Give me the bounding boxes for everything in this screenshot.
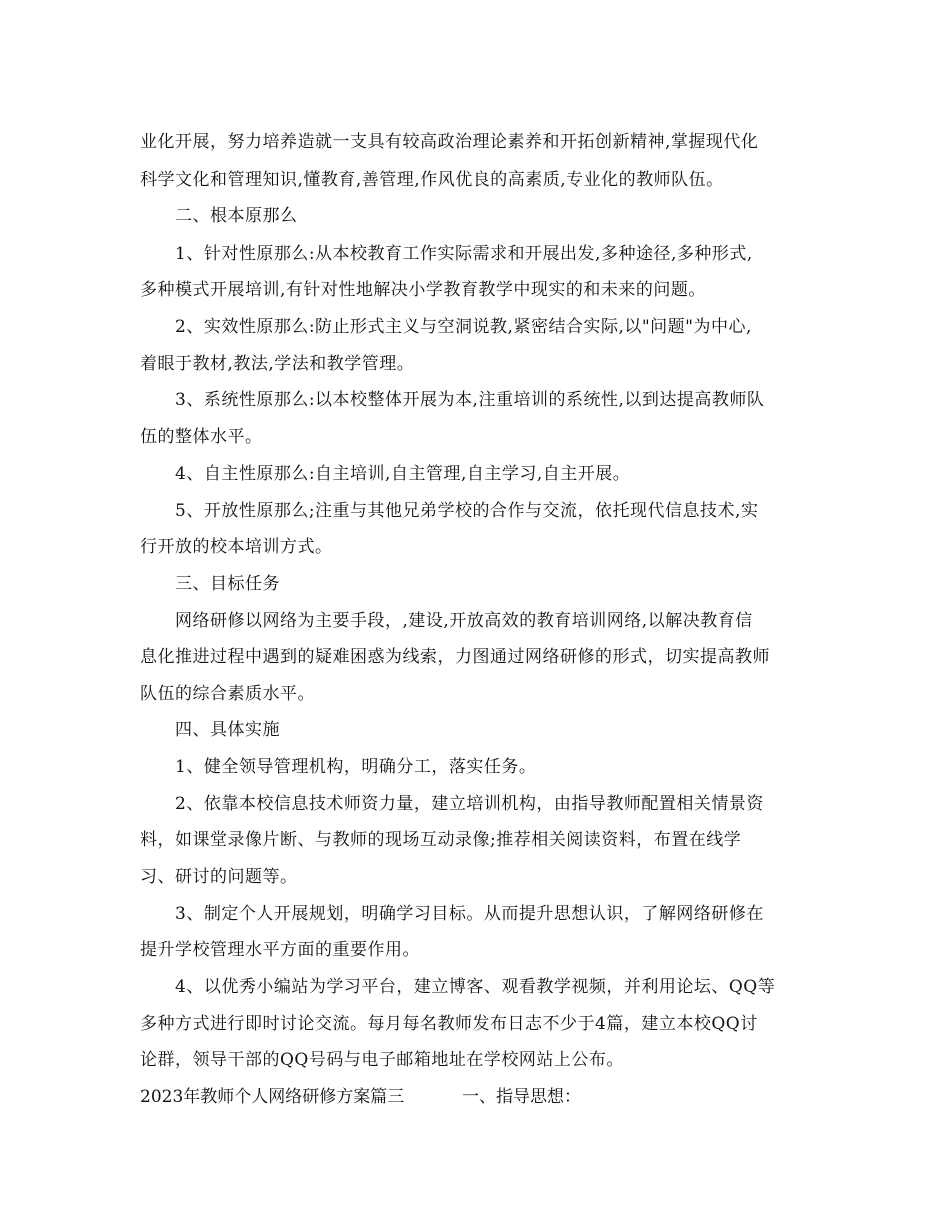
- text-line: 5、开放性原那么;注重与其他兄弟学校的合作与交流，依托现代信息技术,实: [175, 501, 759, 521]
- text-line: 多种方式进行即时讨论交流。每月每名教师发布日志不少于4篇，建立本校QQ讨: [140, 1014, 758, 1034]
- text-line: 论群，领导干部的QQ号码与电子邮箱地址在学校网站上公布。: [140, 1050, 624, 1070]
- text-line: 队伍的综合素质水平。: [140, 684, 315, 704]
- text-line: 料，如课堂录像片断、与教师的现场互动录像;推荐相关阅读资料，布置在线学: [140, 830, 742, 850]
- text-line: 1、针对性原那么:从本校教育工作实际需求和开展出发,多种途径,多种形式,: [175, 244, 753, 264]
- section-heading: 三、目标任务: [175, 574, 280, 594]
- text-line: 业化开展，努力培养造就一支具有较高政治理论素养和开拓创新精神,掌握现代化: [140, 132, 759, 152]
- text-line: 4、自主性原那么:自主培训,自主管理,自主学习,自主开展。: [175, 464, 631, 484]
- next-section-title: 2023年教师个人网络研修方案篇三: [140, 1087, 405, 1107]
- section-heading: 二、根本原那么: [175, 206, 298, 226]
- text-line: 3、系统性原那么:以本校整体开展为本,注重培训的系统性,以到达提高教师队: [175, 390, 765, 410]
- text-line: 习、研讨的问题等。: [140, 867, 298, 887]
- text-line: 科学文化和管理知识,懂教育,善管理,作风优良的高素质,专业化的教师队伍。: [140, 170, 724, 190]
- text-line: 息化推进过程中遇到的疑难困惑为线索，力图通过网络研修的形式，切实提高教师: [140, 647, 770, 667]
- next-section-heading: 一、指导思想：: [462, 1087, 581, 1107]
- text-line: 行开放的校本培训方式。: [140, 537, 333, 557]
- text-line: 1、健全领导管理机构，明确分工，落实任务。: [175, 757, 537, 777]
- section-heading: 四、具体实施: [175, 720, 280, 740]
- text-line: 多种模式开展培训,有针对性地解决小学教育教学中现实的和未来的问题。: [140, 280, 706, 300]
- text-line: 提升学校管理水平方面的重要作用。: [140, 940, 420, 960]
- text-line: 伍的整体水平。: [140, 427, 263, 447]
- text-line: 2、实效性原那么:防止形式主义与空洞说教,紧密结合实际,以"问题"为中心,: [175, 317, 752, 337]
- text-line: 2、依靠本校信息技术师资力量，建立培训机构，由指导教师配置相关情景资: [175, 794, 764, 814]
- text-line: 3、制定个人开展规划，明确学习目标。从而提升思想认识，了解网络研修在: [175, 904, 764, 924]
- text-line: 着眼于教材,教法,学法和教学管理。: [140, 354, 415, 374]
- text-line: 网络研修以网络为主要手段，,建设,开放高效的教育培训网络,以解决教育信: [175, 611, 753, 631]
- text-line: 4、以优秀小编站为学习平台，建立博客、观看教学视频，并利用论坛、QQ等: [175, 977, 776, 997]
